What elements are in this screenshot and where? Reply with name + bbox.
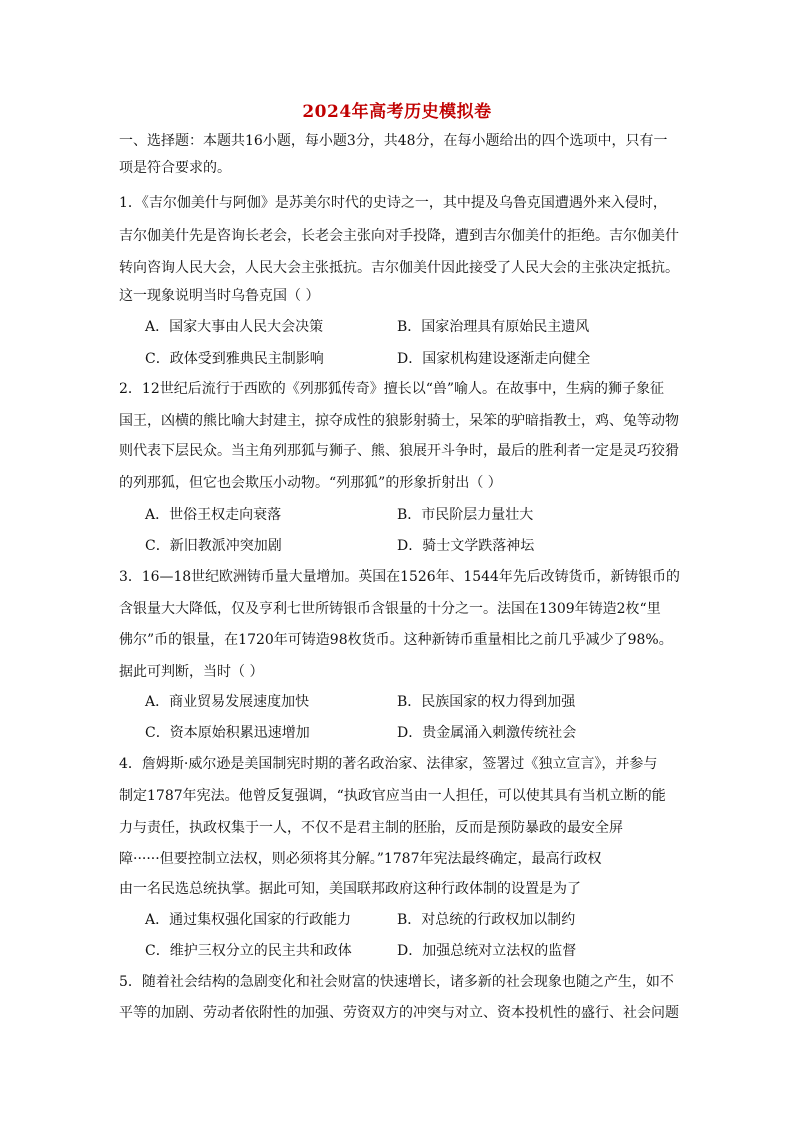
question-4-option-c[interactable]: C．维护三权分立的民主共和政体: [145, 943, 352, 959]
question-2-line: 2．12世纪后流行于西欧的《列那狐传奇》擅长以“兽”喻人。在故事中，生病的狮子象征: [119, 381, 665, 397]
question-4-line: 障······但要控制立法权，则必须将其分解。”1787年宪法最终确定，最高行政权: [119, 851, 602, 867]
question-4-option-a[interactable]: A．通过集权强化国家的行政能力: [145, 912, 352, 928]
section-instruction-line-2: 项是符合要求的。: [119, 160, 231, 176]
question-3-line: 含银量大大降低，仅及亨利七世所铸银币含银量的十分之一。法国在1309年铸造2枚“里: [119, 601, 661, 617]
question-4-line: 由一名民选总统执掌。据此可知，美国联邦政府这种行政体制的设置是为了: [119, 881, 581, 897]
question-1-line: 吉尔伽美什先是咨询长老会，长老会主张向对手投降，遭到吉尔伽美什的拒绝。吉尔伽美什: [119, 228, 679, 244]
question-1-line: 转向咨询人民大会，人民大会主张抵抗。吉尔伽美什因此接受了人民大会的主张决定抵抗。: [119, 260, 679, 276]
question-1-line: 这一现象说明当时乌鲁克国（ ）: [119, 288, 320, 304]
question-1-option-c[interactable]: C．政体受到雅典民主制影响: [145, 351, 324, 367]
question-3-option-a[interactable]: A．商业贸易发展速度加快: [145, 694, 310, 710]
question-4-line: 4．詹姆斯·威尔逊是美国制宪时期的著名政治家、法律家，签署过《独立宣言》，并参与: [119, 756, 658, 772]
question-3-line: 佛尔”币的银量，在1720年可铸造98枚货币。这种新铸币重量相比之前几乎减少了98%。: [119, 632, 673, 648]
question-2-option-b[interactable]: B．市民阶层力量壮大: [397, 507, 534, 523]
question-4-line: 制定1787年宪法。他曾反复强调，“执政官应当由一人担任，可以使其具有当机立断的能: [119, 788, 666, 804]
question-1-option-d[interactable]: D．国家机构建设逐渐走向健全: [397, 351, 591, 367]
question-2-option-c[interactable]: C．新旧教派冲突加剧: [145, 538, 282, 554]
question-3-option-d[interactable]: D．贵金属涌入刺激传统社会: [397, 725, 577, 741]
question-3-line: 据此可判断，当时（ ）: [119, 664, 264, 680]
question-5-line: 5．随着社会结构的急剧变化和社会财富的快速增长，诸多新的社会现象也随之产生，如不: [119, 974, 674, 990]
question-4-option-d[interactable]: D．加强总统对立法权的监督: [397, 943, 577, 959]
question-3-option-c[interactable]: C．资本原始积累迅速增加: [145, 725, 310, 741]
question-3-line: 3．16—18世纪欧洲铸币量大量增加。英国在1526年、1544年先后改铸货币，新铸银币的: [119, 569, 680, 585]
question-2-line: 则代表下层民众。当主角列那狐与狮子、熊、狼展开斗争时，最后的胜利者一定是灵巧狡猾: [119, 443, 679, 459]
question-2-option-d[interactable]: D．骑士文学跌落神坛: [397, 538, 535, 554]
question-2-line: 的列那狐，但它也会欺压小动物。“列那狐”的形象折射出（ ）: [119, 475, 502, 491]
question-1-option-b[interactable]: B．国家治理具有原始民主遗风: [397, 319, 590, 335]
section-instruction-line-1: 一、选择题：本题共16小题，每小题3分，共48分，在每小题给出的四个选项中，只有一: [119, 133, 668, 149]
page-title: 2024年高考历史模拟卷: [302, 102, 492, 122]
question-3-option-b[interactable]: B．民族国家的权力得到加强: [397, 694, 576, 710]
question-2-option-a[interactable]: A．世俗王权走向衰落: [145, 507, 282, 523]
question-2-line: 国王，凶横的熊比喻大封建主，掠夺成性的狼影射骑士，呆笨的驴暗指教士，鸡、兔等动物: [119, 413, 679, 429]
question-1-line: 1．《吉尔伽美什与阿伽》是苏美尔时代的史诗之一，其中提及乌鲁克国遭遇外来入侵时，: [119, 195, 667, 211]
question-1-option-a[interactable]: A．国家大事由人民大会决策: [145, 319, 324, 335]
question-4-option-b[interactable]: B．对总统的行政权加以制约: [397, 912, 576, 928]
question-4-line: 力与责任，执政权集于一人，不仅不是君主制的胚胎，反而是预防暴政的最安全屏: [119, 820, 623, 836]
question-5-line: 平等的加剧、劳动者依附性的加强、劳资双方的冲突与对立、资本投机性的盛行、社会问题: [119, 1005, 679, 1021]
